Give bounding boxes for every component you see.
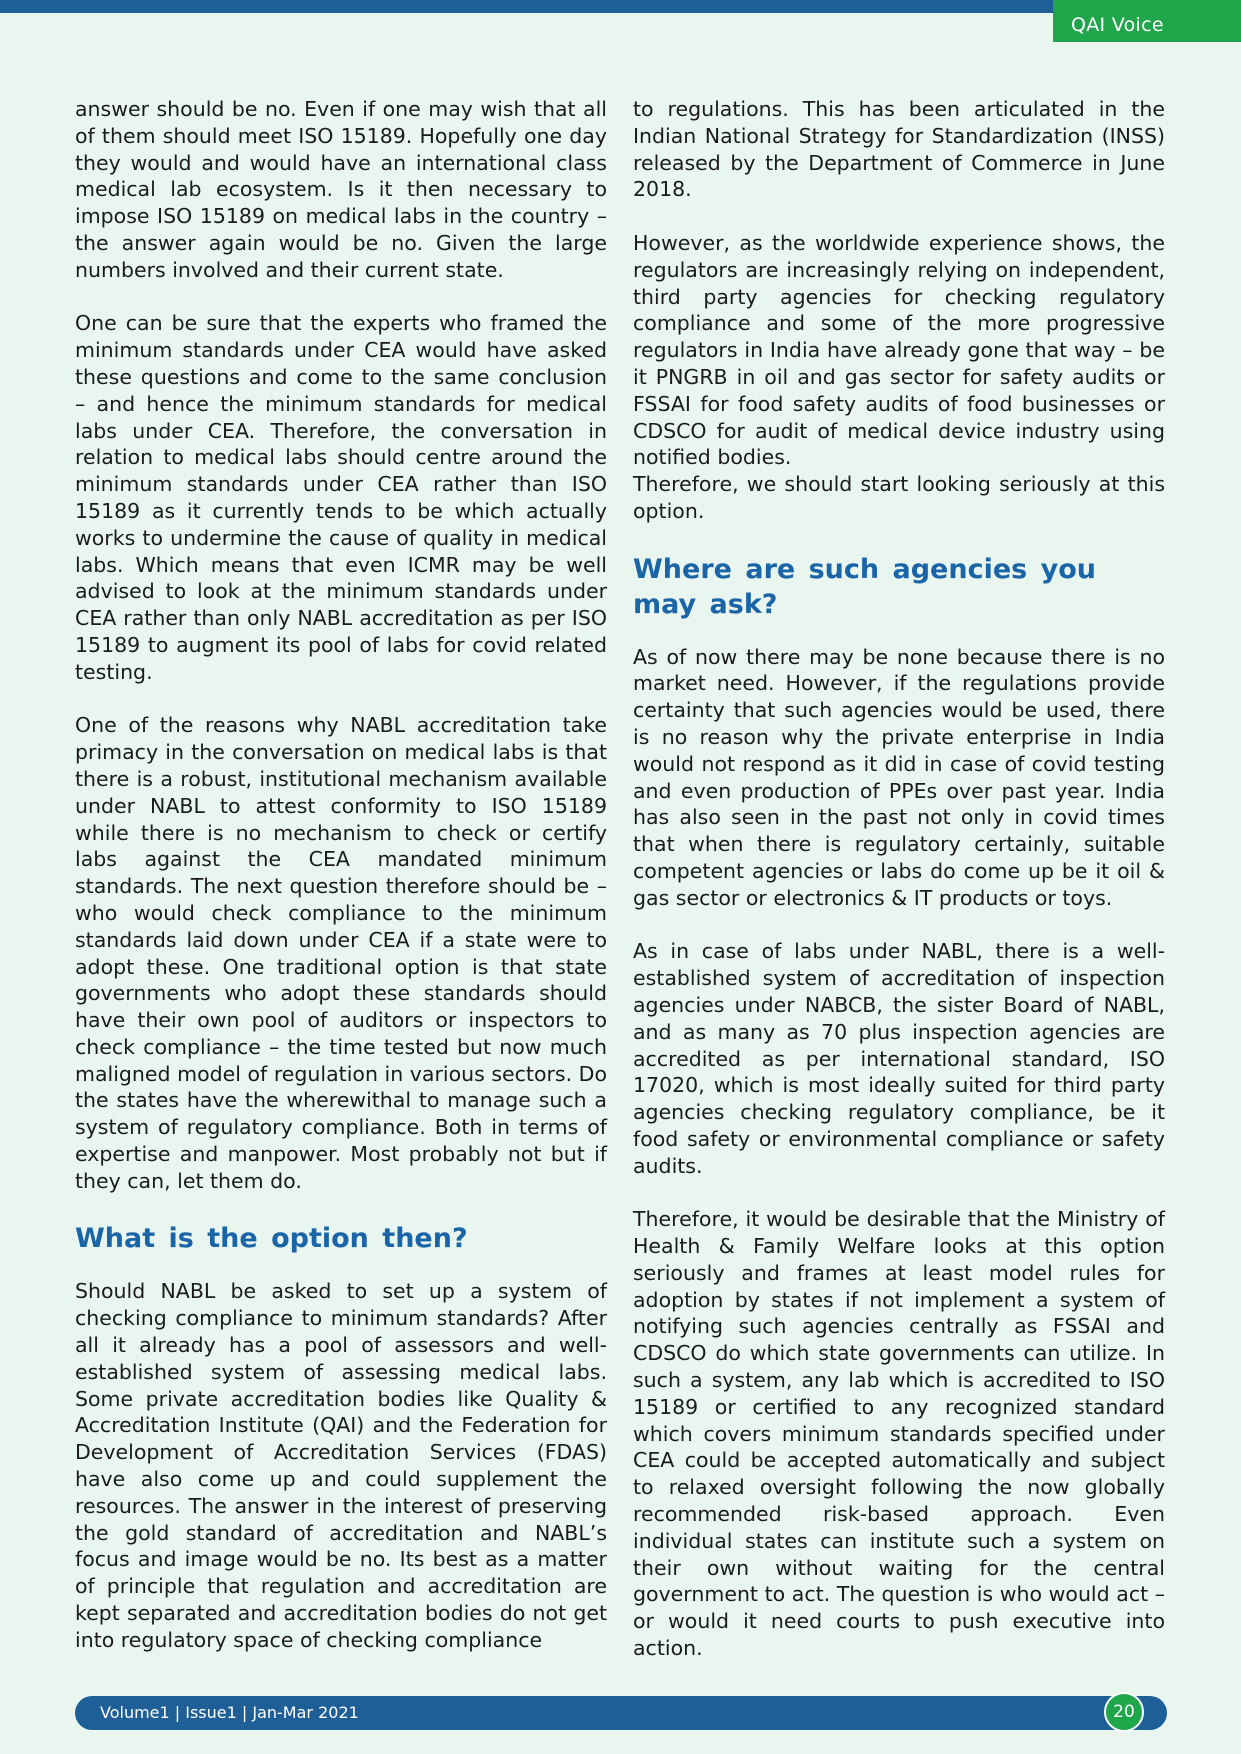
issue-info: Volume1 | Issue1 | Jan-Mar 2021 [100,1703,359,1722]
page-number: 20 [1113,1702,1135,1722]
page-number-badge [1104,1692,1144,1732]
paragraph: Therefore, it would be desirable that the Ministry of Health & Family Welfare looks at this option seriously and frames at least model rules for adoption by states if not implement a system of notifying such agencies centrally as FSSAI and CDSCO do which state governments can utilize. In such a system, any lab which is accredited to ISO 15189 or certified to any recognized standard which covers minimum standards specified under CEA could be accepted automatically and subject to relaxed oversight following the now globally recommended risk-based approach. Even individual states can institute such a system on their own without waiting for the central government to act. The question is who would act – or would it need courts to push executive into action. [633,1207,1165,1661]
paragraph: As of now there may be none because there is no market need. However, if the regulations provide certainty that such agencies would be used, there is no reason why the private enterprise in India would not respond as it did in case of covid testing and even production of PPEs over past year. India has also seen in the past not only in covid times that when there is regulatory certainly, suitable competent agencies or labs do come up be it oil & gas sector or electronics & IT products or toys. [633,644,1165,910]
paragraph: to regulations. This has been articulated in the Indian National Strategy for Standardization (INSS) released by the Department of Commerce in June 2018. [633,97,1165,202]
paragraph: However, as the worldwide experience shows, the regulators are increasingly relying on independent, third party agencies for checking regulatory compliance and some of the more progressive regulators in India have already gone that way – be it PNGRB in oil and gas sector for safety audits or FSSAI for food safety audits of food businesses or CDSCO for audit of medical device industry using notified bodies. [633,230,1165,470]
paragraph: One can be sure that the experts who framed the minimum standards under CEA would have asked these questions and come to the same conclusion – and hence the minimum standards for medical labs under CEA. Therefore, the conversation in relation to medical labs should centre around the minimum standards under CEA rather than ISO 15189 as it currently tends to be which actually works to undermine the cause of quality in medical labs. Which means that even ICMR may be well advised to look at the minimum standards under CEA rather than only NABL accreditation as per ISO 15189 to augment its pool of labs for covid related testing. [75,311,607,684]
article-left-column [75,96,607,1654]
section-heading-option: What is the option then? [75,1223,468,1255]
footer-bar [75,1696,1167,1730]
paragraph: One of the reasons why NABL accreditation take primacy in the conversation on medical labs is that there is a robust, institutional mechanism available under NABL to attest conformity to ISO 15189 while there is no mechanism to check or certify labs against the CEA mandated minimum standards. The next question therefore should be – who would check compliance to the minimum standards laid down under CEA if a state were to adopt these. One traditional option is that state governments who adopt these standards should have their own pool of auditors or inspectors to check compliance – the time tested but now much maligned model of regulation in various sectors. Do the states have the wherewithal to manage such a system of regulatory compliance. Both in terms of expertise and manpower. Most probably not but if they can, let them do. [75,713,607,1193]
paragraph: Should NABL be asked to set up a system of checking compliance to minimum standards? After all it already has a pool of assessors and well-established system of assessing medical labs. Some private accreditation bodies like Quality & Accreditation Institute (QAI) and the Federation for Development of Accreditation Services (FDAS) have also come up and could supplement the resources. The answer in the interest of preserving the gold standard of accreditation and NABL’s focus and image would be no. Its best as a matter of principle that regulation and accreditation are kept separated and accreditation bodies do not get into regulatory space of checking compliance [75,1279,607,1652]
article-right-column [633,96,1165,1662]
publication-brand-label: QAI Voice [1071,14,1164,36]
paragraph: Therefore, we should start looking seriously at this option. [633,472,1165,523]
publication-brand-tab [1053,0,1241,42]
paragraph: answer should be no. Even if one may wish that all of them should meet ISO 15189. Hopefully one day they would and would have an international class medical lab ecosystem. Is it then necessary to impose ISO 15189 on medical labs in the country – the answer again would be no. Given the large numbers involved and their current state. [75,97,607,282]
paragraph: As in case of labs under NABL, there is a well-established system of accreditation of inspection agencies under NABCB, the sister Board of NABL, and as many as 70 plus inspection agencies are accredited as per international standard, ISO 17020, which is most ideally suited for third party agencies checking regulatory compliance, be it food safety or environmental compliance or safety audits. [633,939,1165,1178]
section-heading-agencies: Where are such agencies you may ask? [633,553,1097,620]
